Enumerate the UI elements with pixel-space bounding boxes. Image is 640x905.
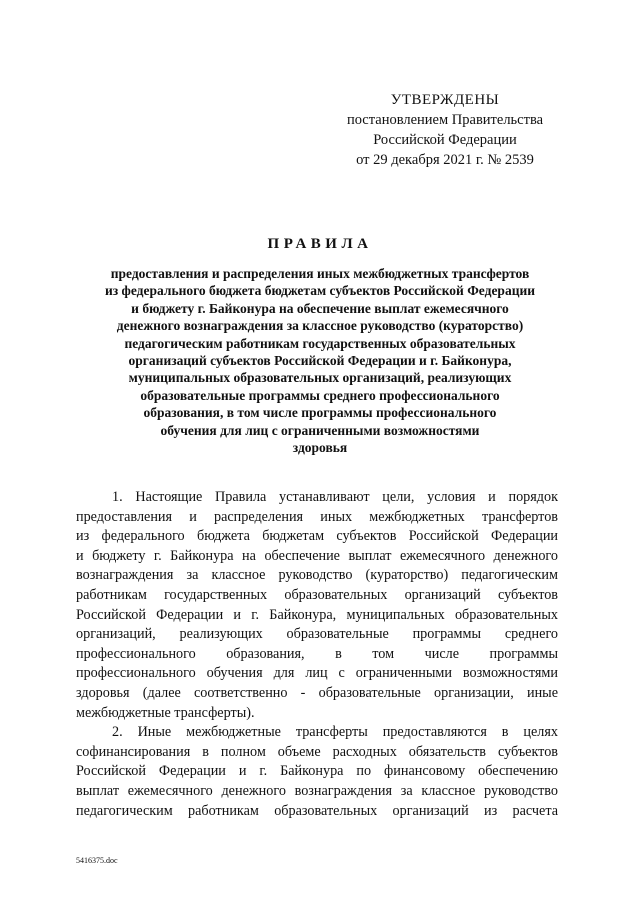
paragraph-line: профессионального образования, в том числе программы [76,645,558,662]
paragraph-line: Российской Федерации и г. Байконура, муниципальных образовательных [76,606,558,623]
paragraph-line: и бюджету г. Байконура на обеспечение выплат ежемесячного денежного [76,547,558,564]
paragraph-line: здоровья (далее соответственно - образовательные организации, иные [76,684,558,701]
paragraph-line: вознаграждения за классное руководство (кураторство) педагогическим [76,567,558,584]
subtitle-line: и бюджету г. Байконура на обеспечение выплат ежемесячного [131,300,509,316]
subtitle-line: муниципальных образовательных организаций, реализующих [128,370,512,386]
paragraph-line: предоставления и распределения иных межбюджетных трансфертов [76,508,558,525]
paragraph-line: софинансирования в полном объеме расходных обязательств субъектов [76,743,558,760]
paragraph-line: межбюджетные трансферты). [76,704,255,721]
approval-heading: УТВЕРЖДЕНЫ [390,92,500,108]
subtitle-line: денежного вознаграждения за классное руководство (кураторство) [116,318,524,334]
approval-line-1: постановлением Правительства [346,112,544,128]
paragraph-1 [76,488,558,723]
approval-line-3: от 29 декабря 2021 г. № 2539 [356,152,534,168]
subtitle-line: педагогическим работникам государственных образовательных [124,335,516,351]
paragraph-line: Российской Федерации и г. Байконура по финансовому обеспечению [76,763,558,780]
document-title: ПРАВИЛА [267,236,373,252]
approval-block [330,90,560,170]
paragraph-line: выплат ежемесячного денежного вознаграждения за классное руководство [76,782,558,799]
paragraph-line: профессионального обучения для лиц с ограниченными возможностями [76,665,558,682]
paragraph-line: педагогическим работникам образовательных организаций из расчета [76,802,558,819]
subtitle-line: обучения для лиц с ограниченными возможностями [160,422,480,438]
paragraph-line: организаций, реализующих образовательные программы среднего [76,626,558,643]
paragraph-line: 2. Иные межбюджетные трансферты предоставляются в целях [112,724,558,741]
approval-line-2: Российской Федерации [373,132,517,148]
subtitle-line: образования, в том числе программы профессионального [143,405,497,421]
subtitle-line: предоставления и распределения иных межбюджетных трансфертов [110,266,530,281]
document-subtitle [75,265,565,456]
subtitle-line: организаций субъектов Российской Федерации и г. Байконура, [128,353,512,369]
paragraph-line: из федерального бюджета бюджетам субъектов Российской Федерации [76,528,558,545]
paragraph-line: 1. Настоящие Правила устанавливают цели, условия и порядок [112,489,558,505]
file-reference: 5416375.doc [76,856,118,865]
subtitle-line: из федерального бюджета бюджетам субъектов Российской Федерации [104,283,536,299]
subtitle-line: образовательные программы среднего профессионального [140,387,500,403]
document-body [76,488,558,821]
paragraph-line: работникам государственных образовательных организаций субъектов [76,586,558,603]
subtitle-line: здоровья [292,440,348,456]
paragraph-2 [76,723,558,821]
